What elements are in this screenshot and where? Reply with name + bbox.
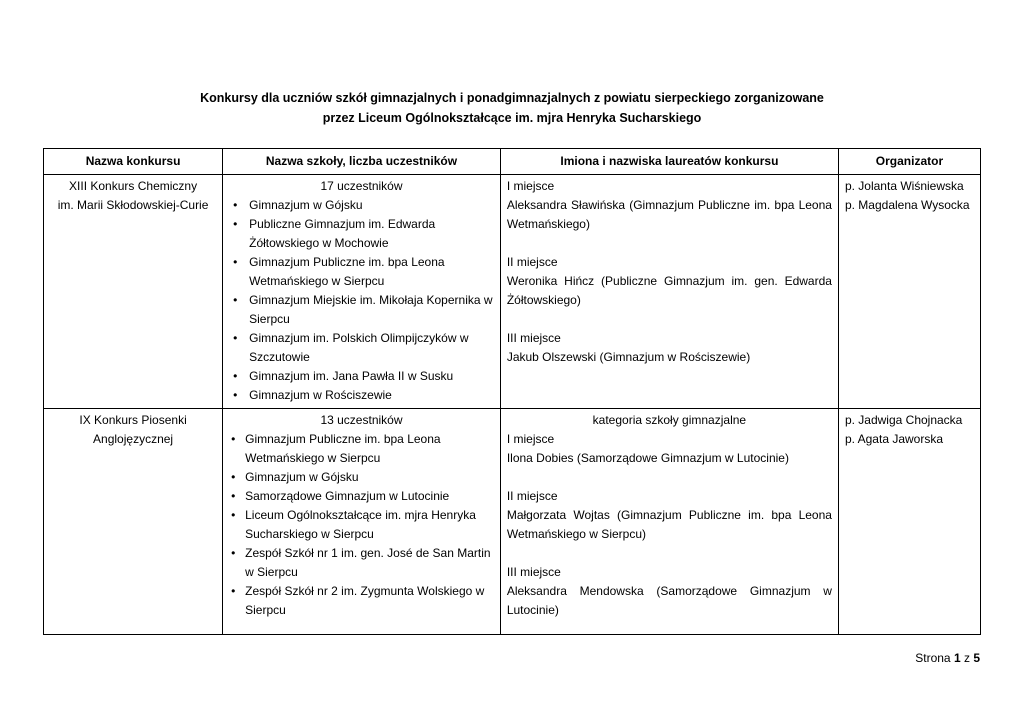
list-item: • Gimnazjum w Rościszewie xyxy=(229,386,494,405)
schools-cell xyxy=(223,175,501,409)
page-label: Strona xyxy=(915,651,951,665)
contest-name-line: Anglojęzycznej xyxy=(93,432,174,446)
contest-name-line: im. Marii Skłodowskiej-Curie xyxy=(57,198,209,212)
header-school-name: Nazwa szkoły, liczba uczestników xyxy=(223,149,501,175)
organizer-name: p. Jadwiga Chojnacka xyxy=(844,413,963,427)
contest-name-cell xyxy=(44,409,223,635)
header-organizer: Organizator xyxy=(838,149,980,175)
list-item: • Zespół Szkół nr 1 im. gen. José de San Martin w Sierpcu xyxy=(229,544,494,582)
list-item: • Gimnazjum im. Polskich Olimpijczyków w Szczutowie xyxy=(229,329,494,367)
table-row xyxy=(44,409,981,635)
winner-place: I miejsce xyxy=(506,432,555,446)
page-number xyxy=(915,651,980,665)
winner-place: III miejsce xyxy=(506,331,561,345)
winner-place: II miejsce xyxy=(506,489,558,503)
participants-count: 17 uczestników xyxy=(320,179,403,193)
list-item: • Gimnazjum w Gójsku xyxy=(229,196,494,215)
school-list xyxy=(229,430,494,620)
school-list xyxy=(229,196,494,405)
total-pages: 5 xyxy=(973,651,980,665)
list-item: • Gimnazjum Publiczne im. bpa Leona Wetmańskiego w Sierpcu xyxy=(229,430,494,468)
winner-place: I miejsce xyxy=(506,179,555,193)
contest-name-line: IX Konkurs Piosenki xyxy=(79,413,187,427)
title-line-2: przez Liceum Ogólnokształcące im. mjra Henryka Sucharskiego xyxy=(322,111,702,125)
winner-name: Aleksandra Sławińska (Gimnazjum Publiczne im. bpa Leona Wetmańskiego) xyxy=(506,198,832,231)
winners-cell xyxy=(500,175,838,409)
schools-cell xyxy=(223,409,501,635)
winner-name: Małgorzata Wojtas (Gimnazjum Publiczne im. bpa Leona Wetmańskiego w Sierpcu) xyxy=(506,508,832,541)
organizer-name: p. Jolanta Wiśniewska xyxy=(844,179,964,193)
contests-table xyxy=(43,148,981,635)
organizer-name: p. Magdalena Wysocka xyxy=(844,198,970,212)
contest-name-line: XIII Konkurs Chemiczny xyxy=(69,179,198,193)
winner-name: Ilona Dobies (Samorządowe Gimnazjum w Lutocinie) xyxy=(506,451,789,465)
winner-category: kategoria szkoły gimnazjalne xyxy=(592,413,747,427)
organizer-name: p. Agata Jaworska xyxy=(844,432,944,446)
organizer-cell xyxy=(838,175,980,409)
winners-cell xyxy=(500,409,838,635)
list-item: • Publiczne Gimnazjum im. Edwarda Żółtowskiego w Mochowie xyxy=(229,215,494,253)
header-contest-name: Nazwa konkursu xyxy=(44,149,223,175)
list-item: • Samorządowe Gimnazjum w Lutocinie xyxy=(229,487,494,506)
list-item: • Gimnazjum im. Jana Pawła II w Susku xyxy=(229,367,494,386)
list-item: • Gimnazjum w Gójsku xyxy=(229,468,494,487)
document-title xyxy=(0,88,1024,128)
list-item: • Liceum Ogólnokształcące im. mjra Henryka Sucharskiego w Sierpcu xyxy=(229,506,494,544)
table-row xyxy=(44,175,981,409)
winner-name: Aleksandra Mendowska (Samorządowe Gimnazjum w Lutocinie) xyxy=(506,584,832,617)
list-item: • Gimnazjum Publiczne im. bpa Leona Wetmańskiego w Sierpcu xyxy=(229,253,494,291)
winner-name: Weronika Hińcz (Publiczne Gimnazjum im. gen. Edwarda Żółtowskiego) xyxy=(506,274,832,307)
list-item: • Gimnazjum Miejskie im. Mikołaja Kopernika w Sierpcu xyxy=(229,291,494,329)
header-winners: Imiona i nazwiska laureatów konkursu xyxy=(500,149,838,175)
winner-place: III miejsce xyxy=(506,565,561,579)
contest-name-cell xyxy=(44,175,223,409)
table-header-row xyxy=(44,149,981,175)
title-line-1: Konkursy dla uczniów szkół gimnazjalnych i ponadgimnazjalnych z powiatu sierpeckiego zorganizowane xyxy=(200,91,824,105)
current-page: 1 xyxy=(953,651,961,665)
page-of: z xyxy=(963,651,970,665)
list-item: • Zespół Szkół nr 2 im. Zygmunta Wolskiego w Sierpcu xyxy=(229,582,494,620)
winner-name: Jakub Olszewski (Gimnazjum w Rościszewie) xyxy=(506,350,751,364)
winner-place: II miejsce xyxy=(506,255,558,269)
participants-count: 13 uczestników xyxy=(320,413,403,427)
organizer-cell xyxy=(838,409,980,635)
